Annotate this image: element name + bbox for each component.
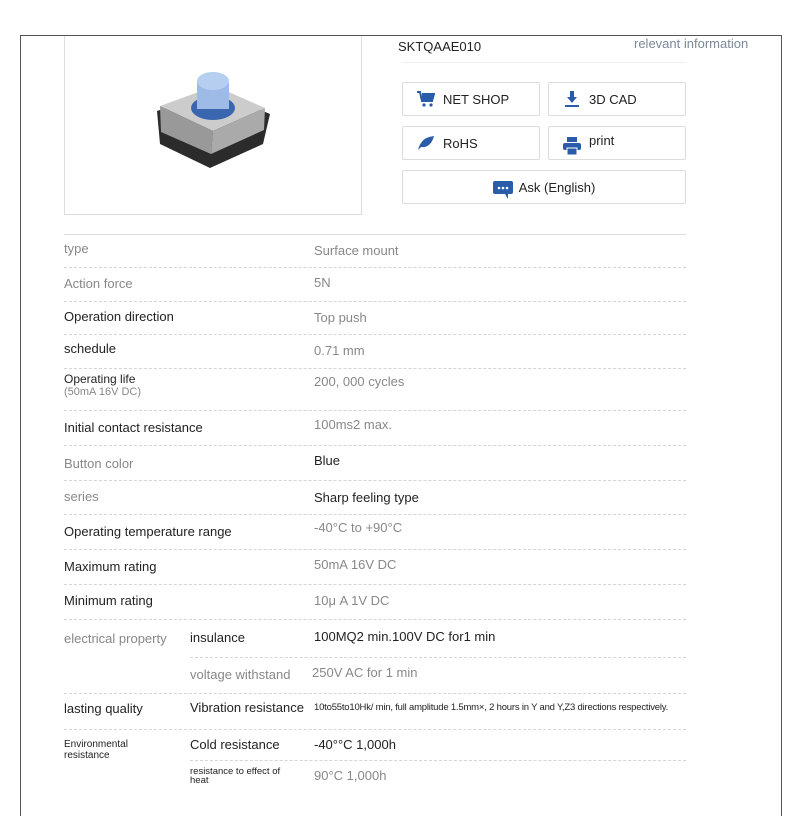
spec-value: 200, 000 cycles (314, 374, 405, 389)
spec-value: 250V AC for 1 min (312, 665, 418, 680)
divider (402, 62, 686, 63)
spec-label: Initial contact resistance (64, 420, 203, 435)
chat-icon (493, 181, 513, 199)
divider (64, 480, 686, 481)
spec-label: voltage withstand (190, 667, 291, 682)
group-label: Environmental resistance (64, 739, 128, 761)
divider (64, 514, 686, 515)
divider (64, 301, 686, 302)
spec-label: Cold resistance (190, 737, 280, 752)
divider (64, 334, 686, 335)
spec-value: 90°C 1,000h (314, 768, 387, 783)
rohs-button[interactable] (402, 126, 540, 160)
divider (64, 234, 686, 235)
cart-icon (417, 91, 435, 107)
rohs-label: RoHS (443, 135, 478, 151)
spec-label: Action force (64, 276, 133, 291)
spec-label: Maximum rating (64, 559, 157, 574)
divider (64, 693, 686, 694)
spec-value: 0.71 mm (314, 343, 365, 358)
spec-label: insulance (190, 630, 245, 645)
spec-value: Surface mount (314, 243, 399, 258)
spec-value: -40°°C 1,000h (314, 737, 396, 752)
divider (190, 760, 686, 761)
spec-value: 10μ A 1V DC (314, 593, 390, 608)
3d-cad-label: 3D CAD (589, 91, 637, 107)
ask-label: Ask (English) (518, 179, 596, 195)
divider (64, 267, 686, 268)
spec-label: Vibration resistance (190, 700, 304, 715)
divider (64, 368, 686, 369)
spec-value: 10to55to10Hk/ min, full amplitude 1.5mm×, 2 hours in Y and Y,Z3 directions respectively. (314, 702, 669, 713)
spec-value: -40°C to +90°C (314, 520, 403, 535)
spec-value: Blue (314, 453, 341, 468)
spec-label: Operating life (64, 372, 136, 386)
3d-cad-button[interactable] (548, 82, 686, 116)
spec-value: 100MQ2 min.100V DC for1 min (314, 629, 496, 644)
product-image (64, 36, 362, 215)
divider (64, 729, 686, 730)
print-label: print (589, 133, 615, 148)
divider (190, 657, 686, 658)
spec-value: 100ms2 max. (314, 417, 393, 432)
leaf-icon (417, 135, 435, 151)
spec-label: Minimum rating (64, 593, 153, 608)
download-icon (563, 91, 581, 107)
net-shop-label: NET SHOP (443, 91, 510, 107)
divider (64, 410, 686, 411)
spec-label: schedule (64, 341, 117, 356)
spec-sublabel: (50mA 16V DC) (64, 386, 142, 398)
divider (64, 549, 686, 550)
spec-value: Sharp feeling type (314, 490, 419, 505)
spec-label: Operation direction (64, 309, 174, 324)
group-label: lasting quality (64, 701, 143, 716)
net-shop-button[interactable] (402, 82, 540, 116)
spec-value: 5N (314, 275, 331, 290)
divider (64, 619, 686, 620)
spec-label: series (64, 489, 99, 504)
spec-value: 50mA 16V DC (314, 557, 397, 572)
product-model: SKTQAAE010 (398, 39, 482, 54)
divider (64, 584, 686, 585)
print-button[interactable] (548, 126, 686, 160)
ask-english-button[interactable] (402, 170, 686, 204)
spec-value: Top push (314, 310, 367, 325)
spec-label: type (64, 241, 89, 256)
divider (64, 445, 686, 446)
relevant-information-link[interactable]: relevant information (634, 36, 749, 51)
group-label: electrical property (64, 631, 167, 646)
spec-label: Operating temperature range (64, 524, 232, 539)
spec-label: Button color (64, 456, 134, 471)
spec-label: resistance to effect of heat (190, 766, 281, 786)
printer-icon (563, 137, 581, 155)
